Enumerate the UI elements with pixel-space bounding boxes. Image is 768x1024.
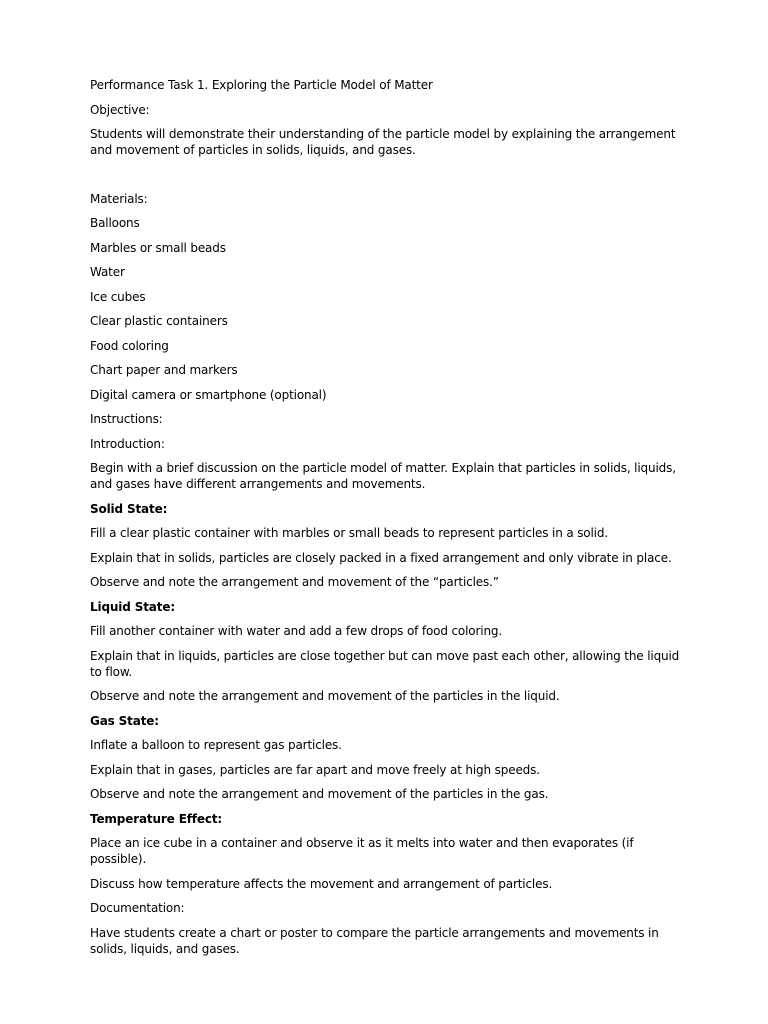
solid-step: Fill a clear plastic container with marbles or small beads to represent particles in a solid. [90,526,608,540]
gas-state-heading: Gas State: [90,713,159,728]
material-item: Food coloring [90,338,169,353]
gas-step: Observe and note the arrangement and movement of the particles in the gas. [90,787,549,801]
solid-state-heading: Solid State: [90,501,168,516]
material-item: Chart paper and markers [90,363,238,377]
documentation-text: Have students create a chart or poster to compare the particle arrangements and movements in solids, liquids, and gases. [90,925,659,956]
objective-text: Students will demonstrate their understanding of the particle model by explaining the arrangement and movement of particles in solids, liquids, and gases. [90,127,676,157]
material-item: Balloons [90,216,140,230]
introduction-heading: Introduction: [90,436,165,451]
introduction-text: Begin with a brief discussion on the particle model of matter. Explain that particles in solids, liquids, and gases have different arrangements and movements. [90,461,676,491]
documentation-heading: Documentation: [90,901,185,915]
objective-heading: Objective: [90,102,150,117]
gas-step: Inflate a balloon to represent gas particles. [90,738,342,752]
materials-heading: Materials: [90,191,148,206]
solid-step: Explain that in solids, particles are closely packed in a fixed arrangement and only vibrate in place. [90,550,672,565]
temperature-step: Place an ice cube in a container and observe it as it melts into water and then evaporates (if possible). [90,836,634,866]
instructions-heading: Instructions: [90,412,163,426]
liquid-step: Observe and note the arrangement and movement of the particles in the liquid. [90,689,560,703]
temperature-step: Discuss how temperature affects the movement and arrangement of particles. [90,876,553,891]
gas-step: Explain that in gases, particles are far apart and move freely at high speeds. [90,762,540,777]
liquid-step: Explain that in liquids, particles are close together but can move past each other, allowing the liquid to flow. [90,648,680,679]
material-item: Marbles or small beads [90,240,226,255]
material-item: Ice cubes [90,289,146,304]
material-item: Clear plastic containers [90,314,228,328]
material-item: Water [90,265,125,279]
document-title: Performance Task 1. Exploring the Particle Model of Matter [90,78,433,92]
liquid-step: Fill another container with water and add a few drops of food coloring. [90,624,503,638]
material-item: Digital camera or smartphone (optional) [90,387,327,402]
liquid-state-heading: Liquid State: [90,599,175,614]
blank-line [90,167,680,191]
document-page [90,77,680,965]
temperature-effect-heading: Temperature Effect: [90,811,223,826]
solid-step: Observe and note the arrangement and movement of the “particles.” [90,575,499,589]
